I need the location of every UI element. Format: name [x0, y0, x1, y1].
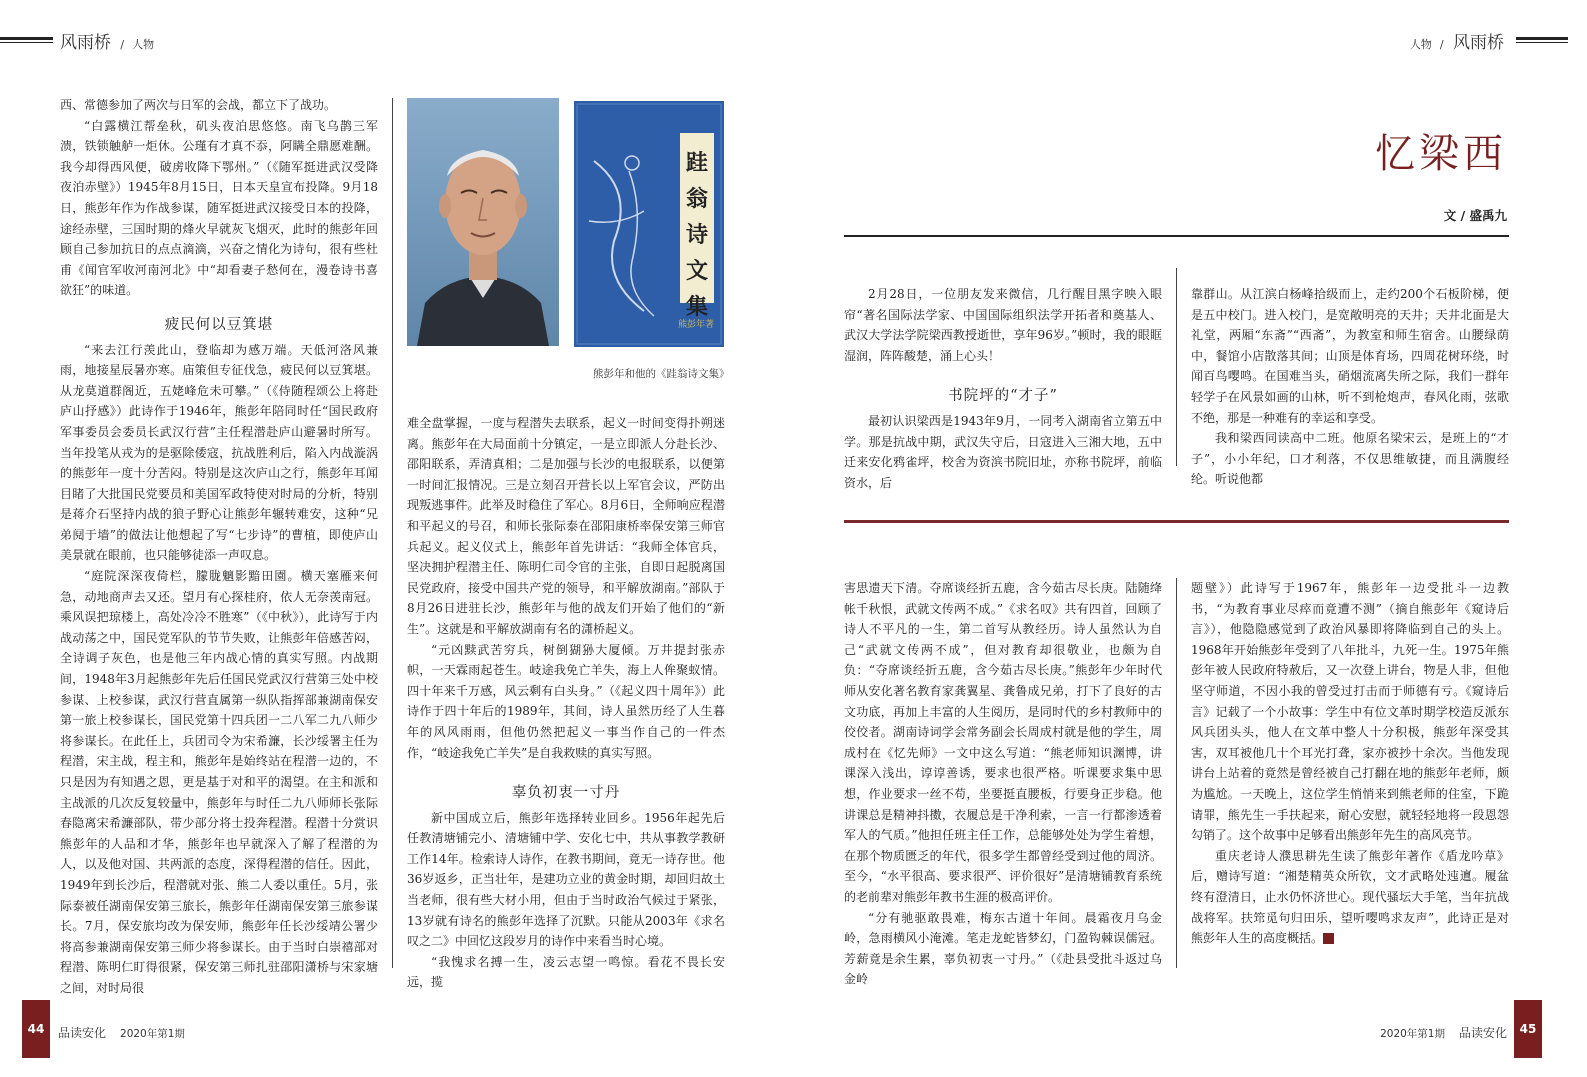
right-page-upper-column-1	[844, 284, 1162, 493]
header-right-separator: /	[1439, 38, 1444, 51]
left-page-column-1	[60, 95, 378, 999]
article-title: 忆梁西	[1375, 131, 1507, 177]
paragraph: 难全盘掌握，一度与程潜失去联系，起义一时间变得扑朔迷离。熊彭年在大局面前十分镇定，一是立即派人分赴长沙、邵阳联系，弄清真相；二是加强与长沙的电报联系，以便第一时间汇报情况。三是立刻召开营长以上军官会议，严防出现叛逃事件。此举及时稳住了军心。8月6日，全师响应程潜和平起义的号召，和师长张际泰在邵阳康桥率保安第三师官兵起义。起义仪式上，熊彭年首先讲话：“我师全体官兵，坚决拥护程潜主任、陈明仁司令官的主张，自即日起脱离国民党政府，接受中国共产党的领导，和平解放湖南。”部队于8月26日进驻长沙，熊彭年与他的战友们开始了他们的“新生”。这就是和平解放湖南有名的潇桥起义。	[407, 416, 725, 636]
footer-left	[58, 1024, 185, 1041]
paragraph: “我愧求名搏一生，凌云志望一鸣惊。看花不畏长安远，揽	[407, 954, 725, 990]
paragraph: “白露横江帮垒秋，矶头夜泊思悠悠。南飞乌鹊三军溃，铁锁触舻一炬休。公瑾有才真不忝，阿瞒全鼎愿难酬。我今却得西风便，破虏收降下鄂州。”（《随军挺进武汉受降夜泊赤壁》）1945年8月15日，日本天皇宣布投降。9月18日，熊彭年作为作战参谋，随军挺进武汉接受日本的投降，途经赤壁，三国时期的烽火早就灰飞烟灭，此时的熊彭年回顾自己参加抗日的点点滴滴，兴奋之情化为诗句，很有些杜甫《闻官军收河南河北》中“却看妻子愁何在，漫卷诗书喜欲狂”的味道。	[60, 118, 378, 298]
photo-caption: 熊彭年和他的《跬翁诗文集》	[593, 368, 730, 380]
paragraph: 题壁》）此诗写于1967年，熊彭年一边受批斗一边教书，“为教育事业尽瘁而竟遭不测”（摘自熊彭年《窥诗后言》），他隐隐感觉到了政治风暴即将降临到自己的头上。1968年开始熊彭年受到了八年批斗，九死一生。1975年熊彭年被人民政府特赦后，又一次登上讲台，物是人非，但他坚守师道，不因小我的曾受过打击而于师德有亏。《窥诗后言》记载了一个小故事：学生中有位文革时期学校造反派东风兵团头头，他人在文革中整人十分积极，熊彭年深受其害，双耳被他几十个耳光打聋，家亦被抄十余次。当他发现讲台上站着的竟然是曾经被自己打翻在地的熊彭年老师，颇为尴尬。一天晚上，这位学生悄悄来到熊老师的住室，下跪请罪，熊先生一手扶起来，耐心安慰，就轻轻地将一段恩怨勾销了。这个故事中足够看出熊彭年先生的高风亮节。	[1191, 581, 1509, 843]
right-page-upper-column-2	[1191, 284, 1509, 490]
header-left	[60, 28, 158, 53]
paragraph: 靠群山。从江滨白杨峰拾级而上，走约200个石板阶梯，便是五中校门。进入校门，是宽敞明亮的天井；天井北面是大礼堂，两厢“东斋”“西斋”，为教室和师生宿舍。山腰绿荫中，餐馆小店散落其间；山顶是体育场，四周花树环绕，时闻百鸟嘤鸣。在国难当头，硝烟流离失所之际，我们一群年轻学子在风景如画的山林，听不到枪炮声，春风化雨，弦歌不绝，那是一种难有的幸运和享受。	[1191, 287, 1509, 425]
page-number-left: 44	[22, 1000, 50, 1058]
section-heading: 疲民何以豆箕堪	[164, 316, 274, 333]
article-byline: 文 / 盛禹九	[1443, 208, 1507, 223]
book-title: 跬翁诗文集	[685, 150, 708, 320]
section-heading: 书院坪的“才子”	[948, 388, 1058, 405]
footer-left-magazine: 品读安化	[58, 1026, 107, 1040]
header-left-title: 风雨桥	[60, 33, 111, 53]
paragraph: 最初认识梁西是1943年9月，一同考入湖南省立第五中学。那是抗战中期，武汉失守后，日寇进入三湘大地，五中迁来安化鸦雀坪，校舍为资滨书院旧址，亦称书院坪，前临资水，后	[844, 413, 1162, 490]
right-page-lower-column-1	[844, 578, 1162, 990]
paragraph	[1191, 846, 1509, 949]
book-author: 熊彭年著	[677, 320, 714, 330]
header-right	[1406, 28, 1504, 53]
header-right-section: 人物	[1409, 38, 1432, 51]
section-heading: 辜负初衷一寸丹	[511, 785, 621, 802]
footer-left-issue: 2020年第1期	[120, 1028, 185, 1040]
header-right-title: 风雨桥	[1453, 33, 1504, 53]
paragraph: 2月28日，一位朋友发来微信，几行醒目黑字映入眼帘“著名国际法学家、中国国际组织法学开拓者和奠基人、武汉大学法学院梁西教授逝世，享年96岁。”顿时，我的眼眶湿润，阵阵酸楚，涌上心头！	[844, 287, 1162, 363]
paragraph: “元凶黩武苦穷兵，树倒猢狲大厦倾。万井提封张赤帜，一天霖雨起苍生。岐途我免亡羊失，海上人侔聚蚁情。四十年来千万感，风云剩有白头身。”（《起义四十周年》）此诗作于四十年后的1989年，其间，诗人虽然历经了人生暮年的风风雨雨，但他仍然把起义一事当作自己的一件杰作，“岐途我免亡羊失”是自我救赎的真实写照。	[407, 642, 725, 760]
header-rule-right	[1516, 37, 1568, 43]
portrait-photo	[407, 98, 559, 346]
section-rule-red	[844, 520, 1509, 523]
left-page-column-2	[407, 413, 725, 993]
title-rule	[844, 235, 1509, 237]
column-divider	[1176, 268, 1177, 466]
end-mark-icon: A	[1323, 933, 1334, 944]
column-divider	[392, 98, 393, 968]
header-left-separator: /	[120, 38, 125, 51]
page-number-right: 45	[1514, 1000, 1542, 1058]
book-cover-photo	[574, 101, 724, 347]
closing-paragraph-text: 重庆老诗人濮思耕先生读了熊彭年著作《盾龙吟草》后，赠诗写道：“湘楚精英众所钦，文才武略处迍邅。履盆终有澄清日，止水仍怀济世心。现代骚坛大手笔，当年抗战战将军。扶筇觅句归田乐，望听嘤鸣求友声”，此诗正是对熊彭年人生的高度概括。	[1191, 848, 1509, 946]
paragraph: 西、常德参加了两次与日军的会战，都立下了战功。	[60, 98, 337, 112]
column-divider	[1176, 578, 1177, 968]
paragraph: “庭院深深夜倚栏，朦胧魑影黯田園。横天塞雁来何急，动地商声去又还。望月有心探桂府，依人无奈羡南冠。乘风误把琼楼上，高处冷冷不胜寒”（《中秋》），此诗写于内战动荡之中，国民党军队的节节失败，让熊彭年倍感苦闷，全诗调子灰色，也是他三年内战心情的真实写照。内战期间，1948年3月起熊彭年先后任国民党武汉行营第三处中校参谋、上校参谋，武汉行营直属第一纵队指挥部兼湖南保安第一旅上校参谋长，国民党第十四兵团一二八军二九八师少将参谋长。在此任上，兵团司令为宋希濂，长沙绥署主任为程潜，宋主战，程主和，熊彭年是始终站在程潜一边的，不只是因为有知遇之恩，更是基于对和平的渴望。在主和派和主战派的几次反复较量中，熊彭年与时任二九八师师长张际春隐离宋希濂部队，带少部分将士投奔程潜。程潜十分赏识熊彭年的人品和才华，熊彭年也早就深入了解了程潜的为人，以及他对国、共两派的态度，深得程潜的信任。因此，1949年到长沙后，程潜就对张、熊二人委以重任。5月，张际泰被任湖南保安第三旅长，熊彭年任湖南保安第三旅参谋长。7月，保安旅均改为保安师，熊彭年任长沙绥靖公署少将高参兼湖南保安第三师少将参谋长。由于当时白崇禧部对程潜、陈明仁盯得很紧，保安第三师扎驻邵阳潇桥与宋家塘之间，对时局很	[60, 569, 378, 995]
portrait-illustration	[407, 98, 559, 346]
header-rule-left	[0, 37, 53, 43]
paragraph: 新中国成立后，熊彭年选择转业回乡。1956年起先后任教清塘铺完小、清塘铺中学、安化七中，共从事教学教研工作14年。检索诗人诗作，在教书期间，竟无一诗存世。他36岁返乡，正当壮年，是建功立业的黄金时期，却回归故土当老师，很有些大材小用，但由于当时政治气候过于紧张，13岁就有诗名的熊彭年选择了沉默。只能从2003年《求名叹之二》中回忆这段岁月的诗作中来看当时心境。	[407, 810, 725, 949]
footer-right	[1380, 1024, 1507, 1041]
right-page-lower-column-2	[1191, 578, 1509, 949]
paragraph: “来去江行羡此山，登临却为感万端。天低河洛风兼雨，地接星辰暑亦寒。庙策但专征伐急，疲民何以豆箕堪。从龙莫道群阁近，五姥峰危未可攀。”（《侍随程颂公上将赴庐山抒感》）此诗作于1946年，熊彭年陪同时任“国民政府军事委员会委员长武汉行营”主任程潜赴庐山避暑时所写。当年投笔从戎为的是驱除倭寇，抗战胜利后，陷入内战漩涡的熊彭年一度十分苦闷。特别是这次庐山之行，熊彭年耳闻目睹了大批国民党要员和美国军政特使对时局的分析，特别是蒋介石坚持内战的狼子野心让熊彭年辗转难安，这种“兄弟阋于墙”的做法让他想起了写“七步诗”的曹植，即使庐山美景就在眼前，也只能够徒添一声叹息。	[60, 342, 378, 563]
paragraph: 害思遗天下清。夺席谈经折五鹿，含今茹古尽长庚。陆随绛帐千秋恨，武就文传两不成。”《求名叹》共有四首，回顾了诗人不平凡的一生，第二首写从教经历。诗人虽然认为自己“武就文传两不成”，但对教育却很敬业，也颇为自负：“夺席谈经折五鹿，含今茹古尽长庚。”熊彭年少年时代师从安化著名教育家龚翼星、龚鲁成兄弟，打下了良好的古文功底，再加上丰富的人生阅历，是同时代的乡村教师中的佼佼者。湖南诗词学会常务副会长周成村就是他的学生，周成村在《忆先师》一文中这么写道：“熊老师知识渊博，讲课深入浅出，谆谆善诱，要求也很严格。听课要求集中思想，作业要求一丝不苟，坐要挺直腰板，行要身正步稳。他讲课总是精神抖擞，衣履总是干净利索，一言一行都渗透着军人的气质。”他担任班主任工作，总能够处处为学生着想，在那个物质匮乏的年代，很多学生都曾经受到过他的周济。至今，“水平很高、要求很严、评价很好”是清塘铺教育系统的老前辈对熊彭年教书生涯的极高评价。	[844, 581, 1162, 904]
paragraph: 我和梁西同读高中二班。他原名梁宋云，是班上的“才子”，小小年纪，口才利落，不仅思维敏捷，而且满腹经纶。听说他都	[1191, 431, 1509, 487]
paragraph: “分有驰驱敢畏难，梅东古道十年间。晨霜夜月乌金岭，急雨横风小淹滩。笔走龙蛇皆梦幻，门盈钩棘误儒冠。芳薪竟是余生累，辜负初衷一寸丹。”（《赴县受批斗返过乌金岭	[844, 910, 1162, 987]
footer-right-magazine: 品读安化	[1458, 1026, 1507, 1040]
header-left-section: 人物	[132, 38, 155, 51]
footer-right-issue: 2020年第1期	[1380, 1028, 1445, 1040]
